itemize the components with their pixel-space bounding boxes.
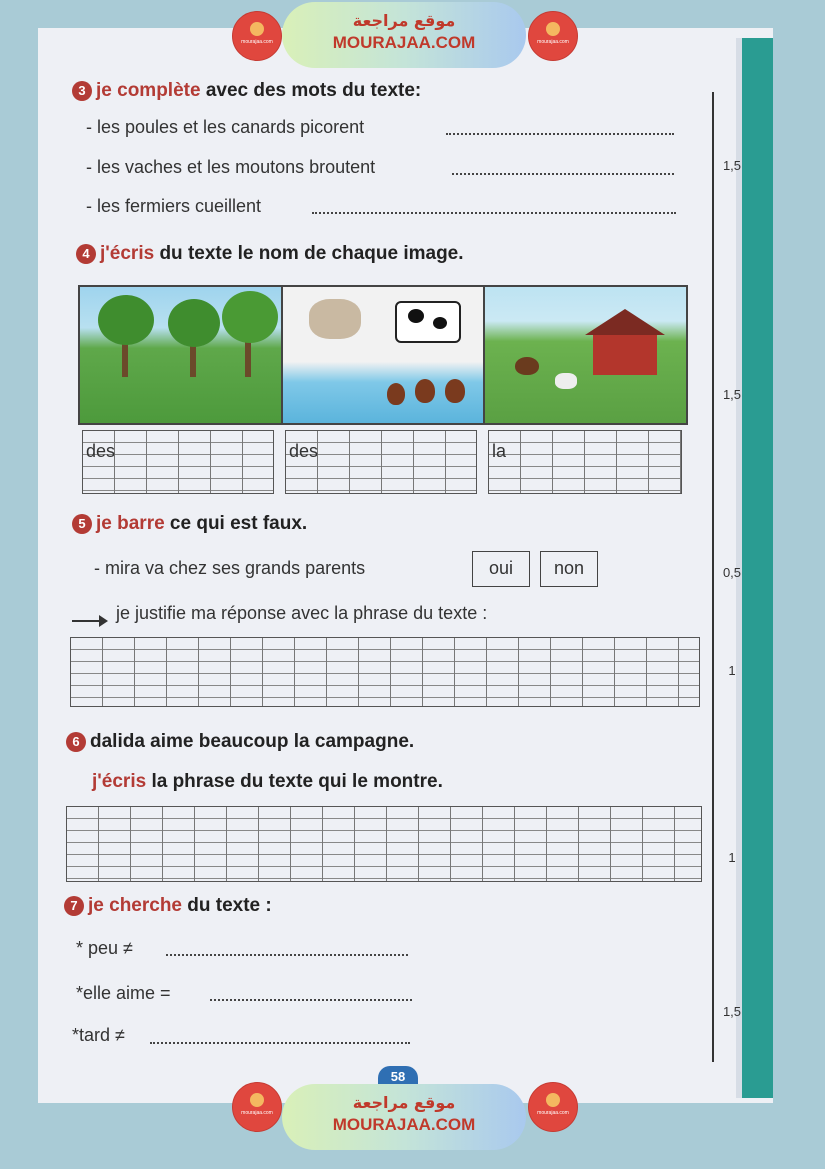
grid-label-2: des — [289, 441, 319, 461]
option-non[interactable]: non — [540, 551, 598, 587]
logo-right-bottom: mourajaa.com — [528, 1082, 578, 1132]
farm-animals-image — [283, 287, 486, 423]
ex3-blank-3[interactable] — [312, 212, 676, 214]
exercise7-heading: 7 je cherche du texte : — [64, 895, 272, 917]
exercise6-heading: 6 dalida aime beaucoup la campagne. — [66, 731, 414, 753]
banner-site-bottom: MOURAJAA.COM — [332, 1115, 476, 1134]
ex7-item-3: *tard ≠ — [72, 1025, 125, 1045]
ex3-score: 1,5 — [722, 158, 742, 173]
grid-label-3: la — [492, 441, 507, 461]
grid-label-1: des — [86, 441, 116, 461]
logo-left-top: mourajaa.com — [232, 11, 282, 61]
ex7-blank-2[interactable] — [210, 999, 412, 1001]
option-oui[interactable]: oui — [472, 551, 530, 587]
writing-grid-3[interactable] — [488, 430, 682, 494]
ex5-justify: je justifie ma réponse avec la phrase du texte : — [116, 603, 488, 623]
writing-grid-1[interactable] — [82, 430, 274, 494]
site-banner-top[interactable] — [282, 2, 526, 68]
ex7-item-1: * peu ≠ — [76, 938, 133, 958]
ex7-item-2: *elle aime = — [76, 983, 171, 1003]
writing-grid-ex5[interactable] — [70, 637, 700, 707]
image-strip — [78, 285, 688, 425]
ex3-line-3: - les fermiers cueillent — [86, 196, 262, 216]
banner-arabic: موقع مراجعة — [352, 11, 456, 30]
ex7-blank-1[interactable] — [166, 954, 408, 956]
ex3-blank-1[interactable] — [446, 133, 674, 135]
exercise4-heading: 4 j'écris du texte le nom de chaque image. — [76, 243, 464, 265]
farm-image — [485, 287, 686, 423]
ex3-line-2: - les vaches et les moutons broutent — [86, 157, 376, 177]
ex7-score: 1,5 — [722, 1004, 742, 1019]
arrow-icon — [72, 620, 106, 622]
ex5-statement: - mira va chez ses grands parents — [94, 558, 366, 578]
exercise6-subheading: j'écris la phrase du texte qui le montre. — [92, 771, 443, 792]
ex5-score-1: 0,5 — [722, 565, 742, 580]
orchard-image — [80, 287, 283, 423]
ex4-score: 1,5 — [722, 387, 742, 402]
ex5-score-2: 1 — [728, 663, 736, 678]
banner-site: MOURAJAA.COM — [332, 33, 476, 52]
ex6-score: 1 — [728, 850, 736, 865]
writing-grid-ex6[interactable] — [66, 806, 702, 882]
exercise5-heading: 5 je barre ce qui est faux. — [72, 513, 307, 535]
ex3-blank-2[interactable] — [452, 173, 674, 175]
page-number: 58 — [378, 1066, 418, 1088]
ex7-blank-3[interactable] — [150, 1042, 410, 1044]
logo-left-bottom: mourajaa.com — [232, 1082, 282, 1132]
banner-arabic-bottom: موقع مراجعة — [352, 1093, 456, 1112]
exercise3-heading: 3 je complète avec des mots du texte: — [72, 80, 421, 102]
logo-right-top: mourajaa.com — [528, 11, 578, 61]
ex3-line-1: - les poules et les canards picorent — [86, 117, 365, 137]
site-banner-bottom[interactable] — [282, 1084, 526, 1150]
writing-grid-2[interactable] — [285, 430, 477, 494]
